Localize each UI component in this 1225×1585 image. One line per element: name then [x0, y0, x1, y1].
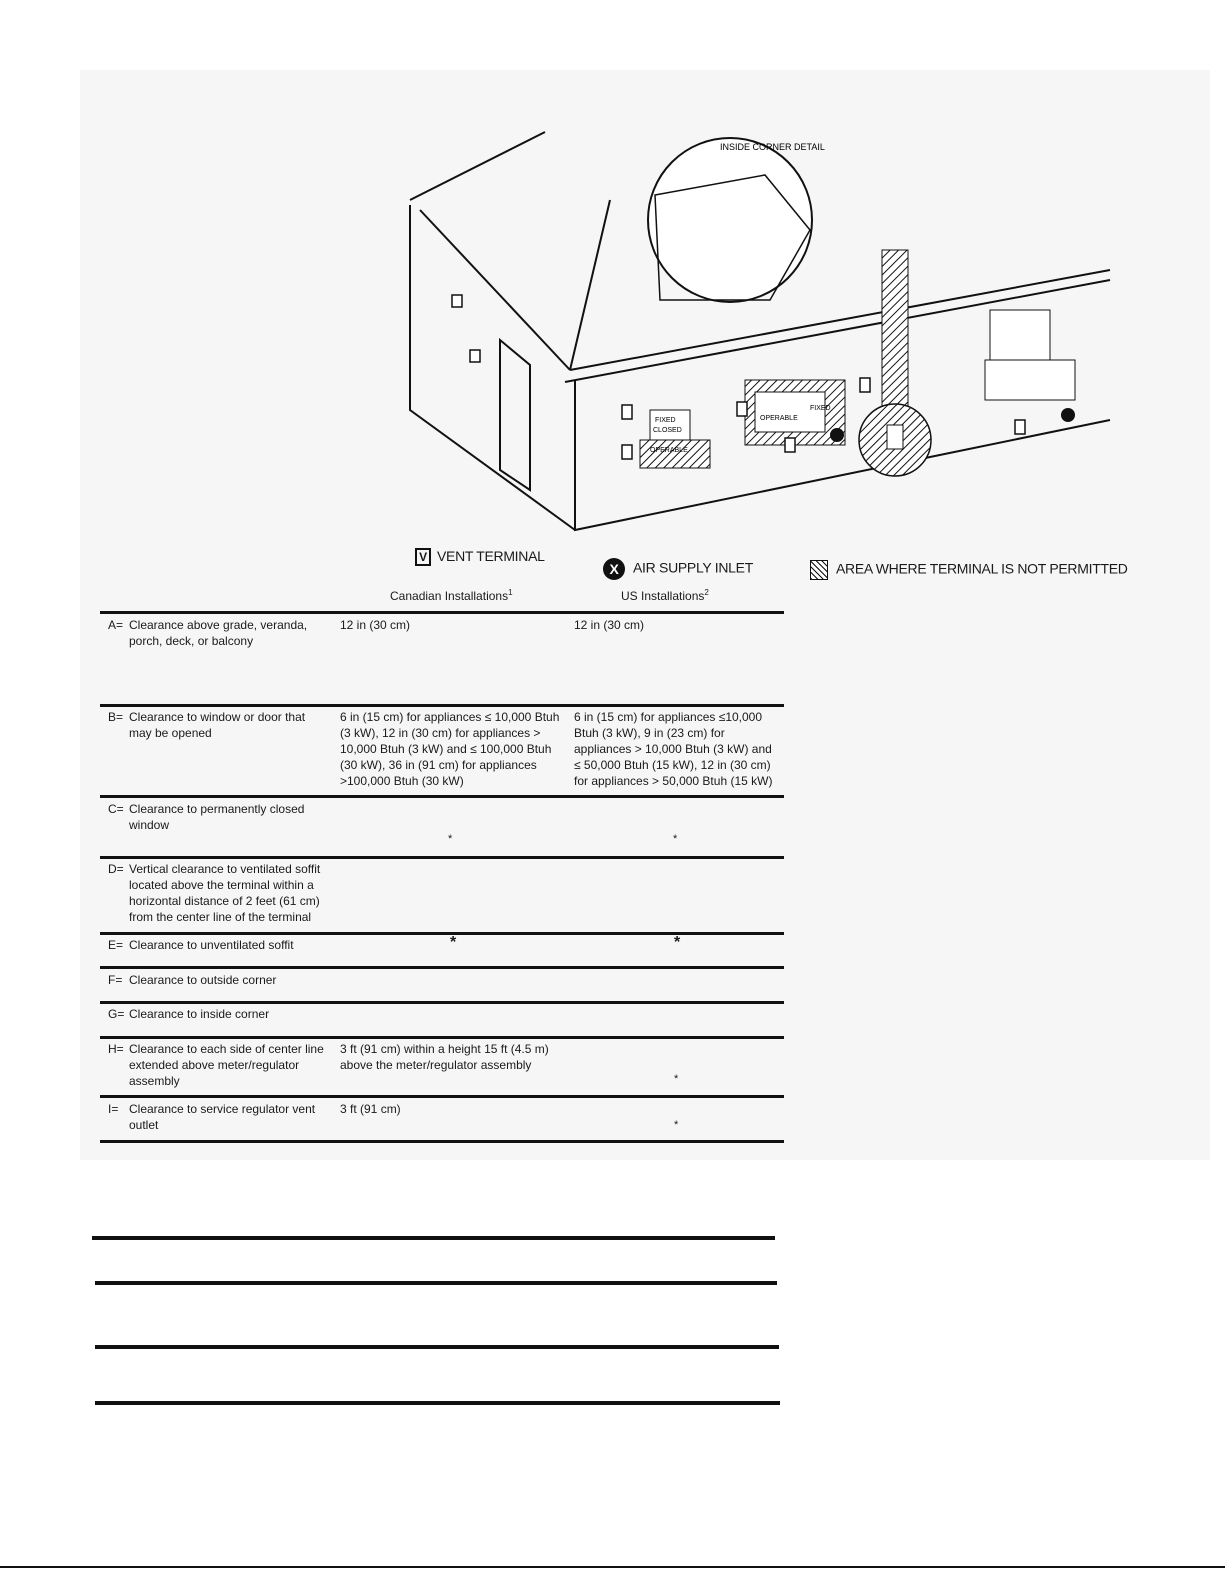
- svg-text:FIXED: FIXED: [810, 405, 831, 412]
- table-rule-top: [100, 611, 784, 614]
- us-value: *: [674, 934, 681, 951]
- canadian-value: *: [448, 833, 453, 845]
- legend-restricted-area: [810, 560, 1128, 580]
- row-letter: H=: [108, 1042, 124, 1056]
- us-value: 12 in (30 cm): [574, 618, 645, 632]
- row-label: Clearance to inside corner: [129, 1007, 270, 1021]
- blank-rule: [95, 1281, 777, 1285]
- legend-air-supply: [603, 558, 753, 580]
- table-rule: [100, 795, 784, 798]
- legend-area-label: AREA WHERE TERMINAL IS NOT PERMITTED: [836, 560, 1128, 577]
- page-bottom-border: [0, 1566, 1225, 1568]
- row-letter: D=: [108, 862, 124, 876]
- table-rule: [100, 704, 784, 707]
- vent-terminal-icon: V: [415, 548, 431, 566]
- column-header-us: US Installations$^2$: [621, 588, 709, 603]
- svg-text:FIXED: FIXED: [655, 417, 676, 424]
- row-label: Clearance to service regulator vent outlet: [129, 1102, 316, 1132]
- us-value: *: [673, 833, 678, 845]
- row-label: Clearance to permanently closed window: [129, 802, 305, 832]
- blank-rule: [95, 1345, 779, 1349]
- us-value: *: [674, 1073, 679, 1085]
- table-rule: [100, 1095, 784, 1098]
- table-rule: [100, 856, 784, 859]
- row-letter: F=: [108, 973, 123, 987]
- roof-hip: [570, 200, 610, 370]
- legend-vent-terminal: [415, 548, 545, 566]
- side-door: [500, 340, 530, 490]
- table-rule: [100, 1036, 784, 1039]
- row-letter: A=: [108, 618, 124, 632]
- canadian-value: 3 ft (91 cm): [340, 1102, 401, 1116]
- hatch-area-icon: [810, 560, 828, 580]
- row-letter: I=: [108, 1102, 119, 1116]
- row-label: Clearance to window or door that may be opened: [129, 710, 306, 740]
- row-letter: E=: [108, 938, 124, 952]
- canadian-value: *: [450, 934, 457, 951]
- canadian-value: 6 in (15 cm) for appliances ≤ 10,000 Btuh (3 kW), 12 in (30 cm) for appliances > 10,000 Btuh (3 kW) and ≤ 100,000 Btuh (30 kW), 36 in (91 cm) for appliances >100,000 Btuh (30 kW): [340, 710, 560, 788]
- svg-text:OPERABLE: OPERABLE: [760, 415, 798, 422]
- vent-clearance-diagram: [400, 120, 1120, 540]
- row-label: Clearance to each side of center line extended above meter/regulator assembly: [129, 1042, 324, 1088]
- column-header-canadian: Canadian Installations$^1$: [390, 588, 513, 603]
- legend-vent-label: VENT TERMINAL: [437, 548, 545, 564]
- legend-air-label: AIR SUPPLY INLET: [633, 559, 753, 576]
- svg-text:OPERABLE: OPERABLE: [650, 447, 688, 454]
- roof-ridge-left: [410, 132, 545, 200]
- blank-rule: [92, 1236, 775, 1240]
- us-value: *: [674, 1119, 679, 1131]
- table-rule: [100, 1001, 784, 1004]
- roof-eave-left: [420, 210, 570, 370]
- row-letter: C=: [108, 802, 124, 816]
- canadian-value: 3 ft (91 cm) within a height 15 ft (4.5 m) above the meter/regulator assembly: [340, 1042, 549, 1072]
- svg-text:INSIDE CORNER DETAIL: INSIDE CORNER DETAIL: [720, 142, 825, 152]
- svg-text:CLOSED: CLOSED: [653, 427, 682, 434]
- blank-rule: [95, 1401, 780, 1405]
- window-middle: [745, 380, 845, 445]
- us-value: 6 in (15 cm) for appliances ≤10,000 Btuh (3 kW), 9 in (23 cm) for appliances > 10,000 Btuh (3 kW) and ≤ 50,000 Btuh (15 kW), 12 in (30 cm) for appliances > 50,000 Btuh (15 kW): [574, 710, 773, 788]
- table-rule-bottom: [100, 1140, 784, 1143]
- canadian-value: 12 in (30 cm): [340, 618, 411, 632]
- row-letter: G=: [108, 1007, 125, 1021]
- window-left: [640, 410, 710, 468]
- row-label: Clearance to outside corner: [129, 973, 277, 987]
- row-label: Clearance above grade, veranda, porch, deck, or balcony: [129, 618, 308, 648]
- air-supply-inlet-icon: X: [603, 558, 625, 580]
- row-letter: B=: [108, 710, 124, 724]
- inside-corner-detail: [648, 138, 825, 302]
- row-label: Clearance to unventilated soffit: [129, 938, 294, 952]
- table-rule: [100, 966, 784, 969]
- row-label: Vertical clearance to ventilated soffit located above the terminal within a horizontal distance of 2 feet (61 cm) from the center line of the terminal: [129, 862, 321, 924]
- table-rule: [100, 932, 784, 935]
